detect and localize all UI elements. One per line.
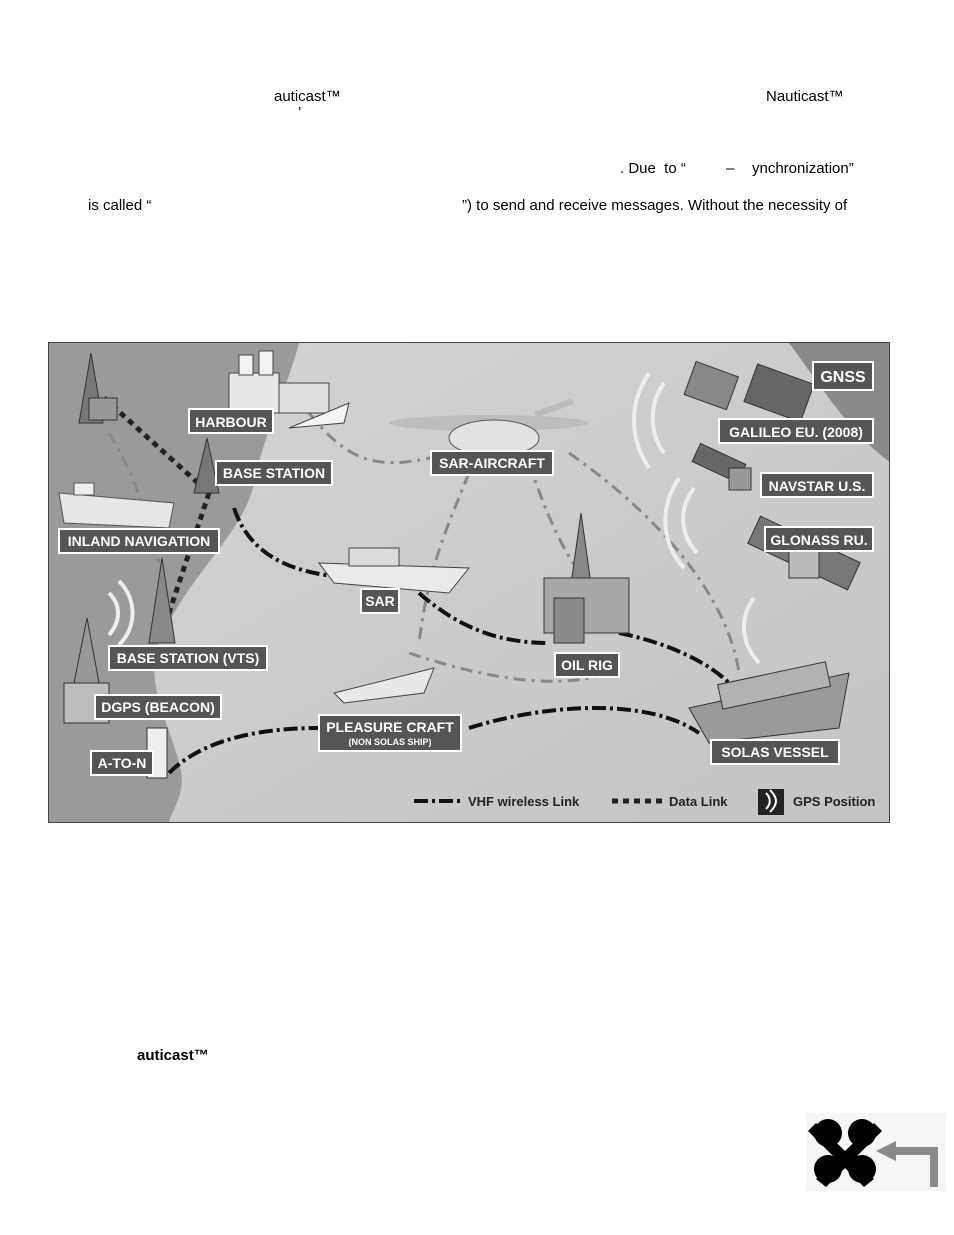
gps-position-icon	[758, 789, 784, 815]
svg-text:SAR-AIRCRAFT: SAR-AIRCRAFT	[439, 455, 545, 471]
ais-network-figure	[48, 342, 890, 823]
label-pleasure-craft	[319, 715, 461, 751]
svg-text:INLAND NAVIGATION: INLAND NAVIGATION	[67, 533, 211, 549]
svg-text:GNSS: GNSS	[820, 369, 866, 386]
company-logo	[806, 1113, 946, 1191]
svg-text:GALILEO EU. (2008): GALILEO EU. (2008)	[729, 424, 863, 440]
label-oil-rig	[555, 653, 619, 677]
label-navstar	[761, 473, 873, 497]
svg-text:DGPS (BEACON): DGPS (BEACON)	[101, 699, 215, 715]
label-glonass	[765, 527, 873, 551]
svg-text:NAVSTAR U.S.: NAVSTAR U.S.	[768, 478, 866, 494]
svg-text:(NON SOLAS SHIP): (NON SOLAS SHIP)	[348, 737, 432, 747]
text-fragment-synchronization: ynchronization”	[752, 160, 854, 177]
label-galileo	[719, 419, 873, 443]
text-fragment-auticast: auticast™	[274, 88, 341, 105]
label-sar	[361, 589, 399, 613]
text-fragment-is-called: is called “	[88, 197, 152, 214]
label-dgps-beacon	[95, 695, 221, 719]
svg-text:OIL RIG: OIL RIG	[561, 657, 613, 673]
text-fragment-due-to: . Due to “	[620, 160, 686, 177]
svg-text:GLONASS RU.: GLONASS RU.	[770, 532, 868, 548]
svg-text:BASE STATION (VTS): BASE STATION (VTS)	[116, 650, 260, 666]
text-fragment-auticast-bold: auticast™	[137, 1047, 209, 1064]
label-sar-aircraft	[431, 451, 553, 475]
label-harbour	[189, 409, 273, 433]
label-gnss	[813, 362, 873, 390]
label-base-station	[216, 461, 332, 485]
label-solas-vessel	[711, 740, 839, 764]
svg-text:SAR: SAR	[365, 593, 395, 609]
label-inland-navigation	[59, 529, 219, 553]
svg-text:SOLAS VESSEL: SOLAS VESSEL	[721, 744, 829, 760]
svg-text:PLEASURE CRAFT: PLEASURE CRAFT	[326, 719, 454, 735]
svg-text:HARBOUR: HARBOUR	[195, 414, 267, 430]
svg-text:A-TO-N: A-TO-N	[97, 755, 147, 771]
text-fragment-send-receive: ”) to send and receive messages. Without the necessity of	[462, 197, 848, 214]
text-fragment-nauticast: Nauticast™	[766, 88, 844, 105]
label-a-to-n	[91, 751, 153, 775]
legend-data-label: Data Link	[669, 794, 728, 809]
legend-gps-label: GPS Position	[793, 794, 876, 809]
label-base-station-vts	[109, 646, 267, 670]
text-fragment-apostrophe: ’	[298, 104, 302, 121]
legend-vhf-label: VHF wireless Link	[468, 794, 580, 809]
text-fragment-dash: –	[726, 160, 735, 177]
svg-text:BASE STATION: BASE STATION	[222, 465, 326, 481]
